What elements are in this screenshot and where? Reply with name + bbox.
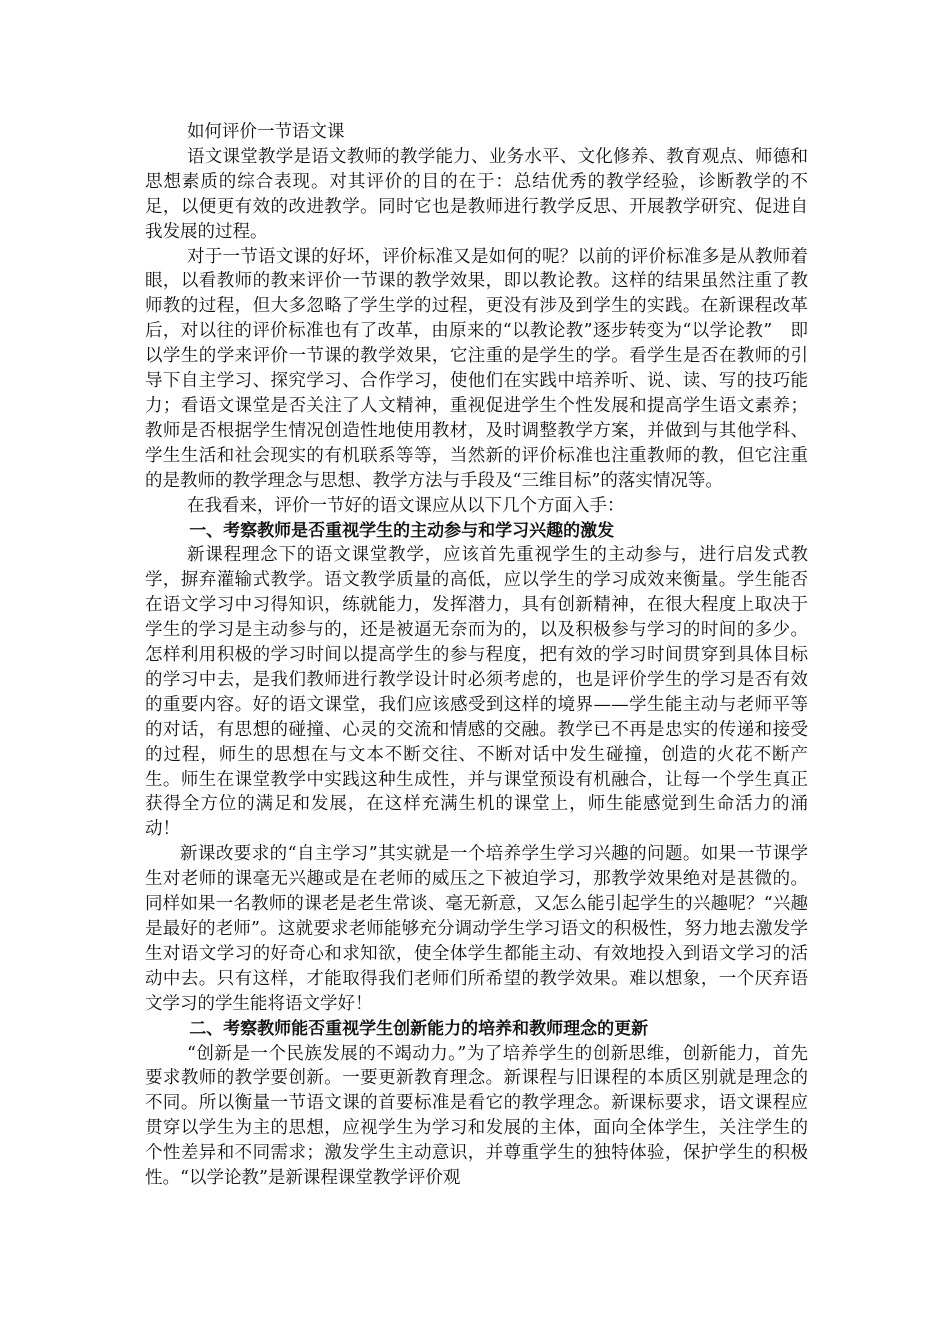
body-paragraph: 新课程理念下的语文课堂教学，应该首先重视学生的主动参与，进行启发式教学，摒弃灌输式教学。语文教学质量的高低，应以学生的学习成效来衡量。学生能否在语文学习中习得知识，练就能力，发挥潜力，具有创新精神，在很大程度上取决于学生的学习是主动参与的，还是被逼无奈而为的，以及积极参与学习的时间的多少。怎样利用积极的学习时间以提高学生的参与程度，把有效的学习时间贯穿到具体目标的学习中去，是我们教师进行教学设计时必须考虑的，也是评价学生的学习是否有效的重要内容。好的语文课堂，我们应该感受到这样的境界——学生能主动与老师平等的对话，有思想的碰撞、心灵的交流和情感的交融。教学已不再是忠实的传递和接受的过程，师生的思想在与文本不断交往、不断对话中发生碰撞，创造的火花不断产生。师生在课堂教学中实践这种生成性，并与课堂预设有机融合，让每一个学生真正获得全方位的满足和发展，在这样充满生机的课堂上，师生能感觉到生命活力的涌动！ [145, 545, 808, 840]
body-paragraph: 新课改要求的“自主学习”其实就是一个培养学生学习兴趣的问题。如果一节课学生对老师的课毫无兴趣或是在老师的威压之下被迫学习，那教学效果绝对是甚微的。同样如果一名教师的课老是老生常谈、毫无新意，又怎么能引起学生的兴趣呢？“兴趣是最好的老师”。这就要求老师能够充分调动学生学习语文的积极性，努力地去激发学生对语文学习的好奇心和求知欲，使全体学生都能主动、有效地投入到语文学习的活动中去。只有这样，才能取得我们老师们所希望的教学效果。难以想象，一个厌弃语文学习的学生能将语文学好！ [145, 844, 808, 1014]
document-page [145, 120, 808, 1191]
body-paragraph: “创新是一个民族发展的不竭动力。”为了培养学生的创新思维，创新能力，首先要求教师的教学要创新。一要更新教育理念。新课程与旧课程的本质区别就是理念的不同。所以衡量一节语文课的首要标准是看它的教学理念。新课标要求，语文课程应贯穿以学生为主的思想，应视学生为学习和发展的主体，面向全体学生，关注学生的个性差异和不同需求；激发学生主动意识，并尊重学生的独特体验，保护学生的积极性。“以学论教”是新课程课堂教学评价观 [145, 1043, 808, 1189]
body-paragraph: 对于一节语文课的好坏，评价标准又是如何的呢？以前的评价标准多是从教师着眼，以看教师的教来评价一节课的教学效果，即以教论教。这样的结果虽然注重了教师教的过程，但大多忽略了学生学的过程，更没有涉及到学生的实践。在新课程改革后，对以往的评价标准也有了改革，由原来的“以教论教”逐步转变为“以学论教” 即以学生的学来评价一节课的教学效果，它注重的是学生的学。看学生是否在教师的引导下自主学习、探究学习、合作学习，使他们在实践中培养听、说、读、写的技巧能力；看语文课堂是否关注了人文精神，重视促进学生个性发展和提高学生语文素养；教师是否根据学生情况创造性地使用教材，及时调整教学方案，并做到与其他学科、学生生活和社会现实的有机联系等等，当然新的评价标准也注重教师的教，但它注重的是教师的教学理念与思想、教学方法与手段及“三维目标”的落实情况等。 [145, 246, 808, 491]
document-title: 如何评价一节语文课 [187, 122, 345, 142]
body-paragraph: 语文课堂教学是语文教师的教学能力、业务水平、文化修养、教育观点、师德和思想素质的综合表现。对其评价的目的在于：总结优秀的教学经验，诊断教学的不足，以便更有效的改进教学。同时它也是教师进行教学反思、开展教学研究、促进自我发展的过程。 [145, 146, 808, 242]
body-paragraph: 在我看来，评价一节好的语文课应从以下几个方面入手： [187, 495, 625, 516]
section-heading: 二、考察教师能否重视学生创新能力的培养和教师理念的更新 [189, 1018, 649, 1039]
section-heading: 一、考察教师是否重视学生的主动参与和学习兴趣的激发 [189, 520, 615, 541]
